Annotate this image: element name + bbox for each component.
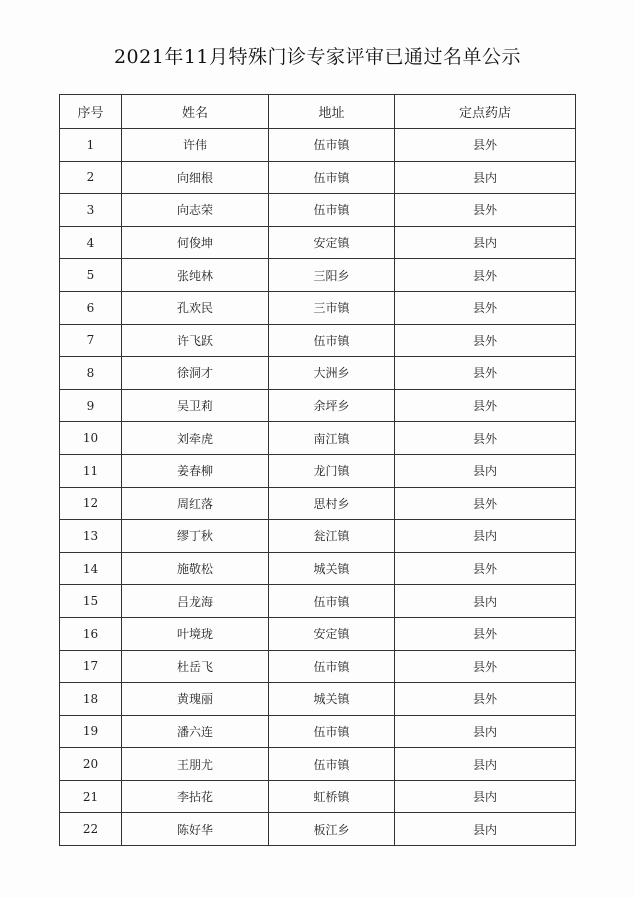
cell-name: 施敬松: [122, 552, 269, 585]
cell-serial-number: 9: [60, 389, 122, 422]
cell-name: 徐洞才: [122, 357, 269, 390]
table-row: [60, 813, 576, 846]
cell-address: 龙门镇: [269, 454, 395, 487]
table-row: [60, 748, 576, 781]
page-title: 2021年11月特殊门诊专家评审已通过名单公示: [113, 46, 522, 68]
cell-designated-pharmacy: 县外: [395, 324, 576, 357]
table-row: [60, 291, 576, 324]
cell-designated-pharmacy: 县内: [395, 454, 576, 487]
cell-designated-pharmacy: 县内: [395, 780, 576, 813]
cell-address: 板江乡: [269, 813, 395, 846]
table-row: [60, 259, 576, 292]
table-row: [60, 617, 576, 650]
table-row: [60, 650, 576, 683]
cell-designated-pharmacy: 县内: [395, 161, 576, 194]
cell-designated-pharmacy: 县外: [395, 259, 576, 292]
cell-designated-pharmacy: 县内: [395, 748, 576, 781]
cell-serial-number: 15: [60, 585, 122, 618]
cell-address: 伍市镇: [269, 748, 395, 781]
table-row: [60, 454, 576, 487]
cell-designated-pharmacy: 县外: [395, 552, 576, 585]
roster-table: [59, 94, 576, 846]
cell-address: 安定镇: [269, 617, 395, 650]
cell-name: 王朋尤: [122, 748, 269, 781]
cell-serial-number: 1: [60, 129, 122, 162]
table-row: [60, 357, 576, 390]
cell-address: 伍市镇: [269, 324, 395, 357]
cell-address: 伍市镇: [269, 715, 395, 748]
header-serial-number: 序号: [60, 95, 122, 129]
cell-address: 伍市镇: [269, 129, 395, 162]
cell-name: 吴卫莉: [122, 389, 269, 422]
cell-designated-pharmacy: 县外: [395, 683, 576, 716]
cell-designated-pharmacy: 县内: [395, 715, 576, 748]
cell-address: 伍市镇: [269, 161, 395, 194]
cell-name: 许伟: [122, 129, 269, 162]
cell-name: 向志荣: [122, 194, 269, 227]
table-row: [60, 422, 576, 455]
cell-address: 虹桥镇: [269, 780, 395, 813]
cell-address: 南江镇: [269, 422, 395, 455]
cell-serial-number: 5: [60, 259, 122, 292]
cell-designated-pharmacy: 县外: [395, 291, 576, 324]
cell-address: 三阳乡: [269, 259, 395, 292]
cell-name: 杜岳飞: [122, 650, 269, 683]
cell-name: 李拈花: [122, 780, 269, 813]
table-row: [60, 389, 576, 422]
cell-address: 城关镇: [269, 683, 395, 716]
cell-designated-pharmacy: 县外: [395, 129, 576, 162]
header-address: 地址: [269, 95, 395, 129]
cell-designated-pharmacy: 县外: [395, 422, 576, 455]
table-row: [60, 161, 576, 194]
cell-name: 吕龙海: [122, 585, 269, 618]
table-row: [60, 520, 576, 553]
table-row: [60, 194, 576, 227]
cell-designated-pharmacy: 县外: [395, 650, 576, 683]
cell-name: 何俊坤: [122, 226, 269, 259]
cell-address: 大洲乡: [269, 357, 395, 390]
cell-serial-number: 22: [60, 813, 122, 846]
cell-serial-number: 12: [60, 487, 122, 520]
cell-name: 黄瑰丽: [122, 683, 269, 716]
cell-serial-number: 14: [60, 552, 122, 585]
cell-serial-number: 8: [60, 357, 122, 390]
cell-serial-number: 16: [60, 617, 122, 650]
cell-name: 向细根: [122, 161, 269, 194]
table-row: [60, 552, 576, 585]
cell-designated-pharmacy: 县内: [395, 813, 576, 846]
cell-name: 姜春柳: [122, 454, 269, 487]
cell-serial-number: 20: [60, 748, 122, 781]
cell-serial-number: 19: [60, 715, 122, 748]
table-row: [60, 487, 576, 520]
header-designated-pharmacy: 定点药店: [395, 95, 576, 129]
cell-serial-number: 7: [60, 324, 122, 357]
cell-serial-number: 21: [60, 780, 122, 813]
cell-designated-pharmacy: 县外: [395, 617, 576, 650]
cell-serial-number: 2: [60, 161, 122, 194]
cell-serial-number: 11: [60, 454, 122, 487]
cell-serial-number: 6: [60, 291, 122, 324]
table-body: [60, 129, 576, 846]
cell-name: 缪丁秋: [122, 520, 269, 553]
cell-designated-pharmacy: 县外: [395, 357, 576, 390]
cell-address: 瓮江镇: [269, 520, 395, 553]
table-row: [60, 683, 576, 716]
cell-address: 伍市镇: [269, 650, 395, 683]
cell-serial-number: 18: [60, 683, 122, 716]
table-row: [60, 715, 576, 748]
cell-name: 周红落: [122, 487, 269, 520]
cell-serial-number: 17: [60, 650, 122, 683]
cell-address: 思村乡: [269, 487, 395, 520]
cell-designated-pharmacy: 县外: [395, 389, 576, 422]
table-row: [60, 226, 576, 259]
cell-name: 叶境珑: [122, 617, 269, 650]
cell-designated-pharmacy: 县外: [395, 487, 576, 520]
cell-serial-number: 10: [60, 422, 122, 455]
cell-designated-pharmacy: 县外: [395, 194, 576, 227]
table-row: [60, 129, 576, 162]
header-name: 姓名: [122, 95, 269, 129]
cell-address: 伍市镇: [269, 194, 395, 227]
cell-name: 孔欢民: [122, 291, 269, 324]
table-header-row: [60, 95, 576, 129]
cell-designated-pharmacy: 县内: [395, 520, 576, 553]
cell-name: 陈好华: [122, 813, 269, 846]
cell-address: 余坪乡: [269, 389, 395, 422]
cell-serial-number: 4: [60, 226, 122, 259]
cell-designated-pharmacy: 县内: [395, 585, 576, 618]
cell-name: 潘六连: [122, 715, 269, 748]
cell-name: 刘牵虎: [122, 422, 269, 455]
cell-name: 许飞跃: [122, 324, 269, 357]
cell-serial-number: 13: [60, 520, 122, 553]
cell-address: 三市镇: [269, 291, 395, 324]
cell-serial-number: 3: [60, 194, 122, 227]
cell-address: 安定镇: [269, 226, 395, 259]
cell-name: 张纯林: [122, 259, 269, 292]
cell-address: 伍市镇: [269, 585, 395, 618]
cell-address: 城关镇: [269, 552, 395, 585]
table-row: [60, 585, 576, 618]
table-row: [60, 324, 576, 357]
cell-designated-pharmacy: 县内: [395, 226, 576, 259]
table-row: [60, 780, 576, 813]
